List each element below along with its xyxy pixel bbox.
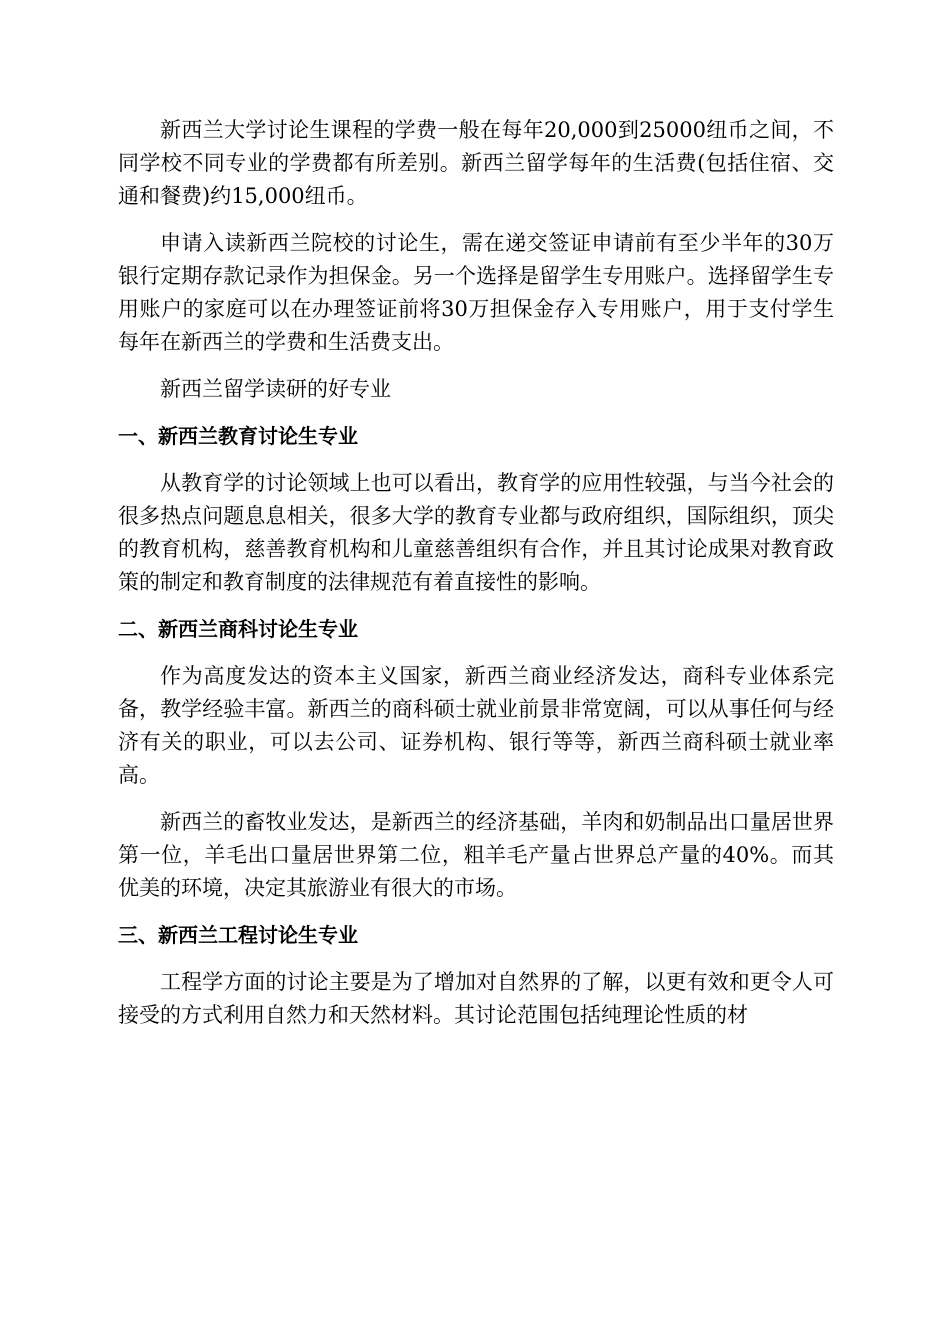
paragraph-education: 从教育学的讨论领域上也可以看出，教育学的应用性较强，与当今社会的很多热点问题息息相关，很多大学的教育专业都与政府组织，国际组织，顶尖的教育机构，慈善教育机构和儿童慈善组织有合作，并且其讨论成果对教育政策的制定和教育制度的法律规范有着直接性的影响。 <box>118 471 834 594</box>
heading-business: 二、新西兰商科讨论生专业 <box>118 617 358 641</box>
paragraph-agriculture: 新西兰的畜牧业发达，是新西兰的经济基础，羊肉和奶制品出口量居世界第一位，羊毛出口量居世界第二位，粗羊毛产量占世界总产量的40%。而其优美的环境，决定其旅游业有很大的市场。 <box>118 810 834 900</box>
document-page <box>118 114 834 1046</box>
heading-education: 一、新西兰教育讨论生专业 <box>118 424 358 448</box>
paragraph-deposit: 申请入读新西兰院校的讨论生，需在递交签证申请前有至少半年的30万银行定期存款记录作为担保金。另一个选择是留学生专用账户。选择留学生专用账户的家庭可以在办理签证前将30万担保金存入专用账户，用于支付学生每年在新西兰的学费和生活费支出。 <box>118 231 834 354</box>
paragraph-engineering: 工程学方面的讨论主要是为了增加对自然界的了解，以更有效和更令人可接受的方式利用自然力和天然材料。其讨论范围包括纯理论性质的材 <box>118 970 834 1027</box>
heading-engineering: 三、新西兰工程讨论生专业 <box>118 923 358 947</box>
paragraph-intro-majors: 新西兰留学读研的好专业 <box>160 377 391 401</box>
paragraph-business: 作为高度发达的资本主义国家，新西兰商业经济发达，商科专业体系完备，教学经验丰富。新西兰的商科硕士就业前景非常宽阔，可以从事任何与经济有关的职业，可以去公司、证券机构、银行等等，新西兰商科硕士就业率高。 <box>118 664 834 787</box>
paragraph-tuition: 新西兰大学讨论生课程的学费一般在每年20,000到25000纽币之间，不同学校不同专业的学费都有所差别。新西兰留学每年的生活费(包括住宿、交通和餐费)约15,000纽币。 <box>118 118 834 208</box>
